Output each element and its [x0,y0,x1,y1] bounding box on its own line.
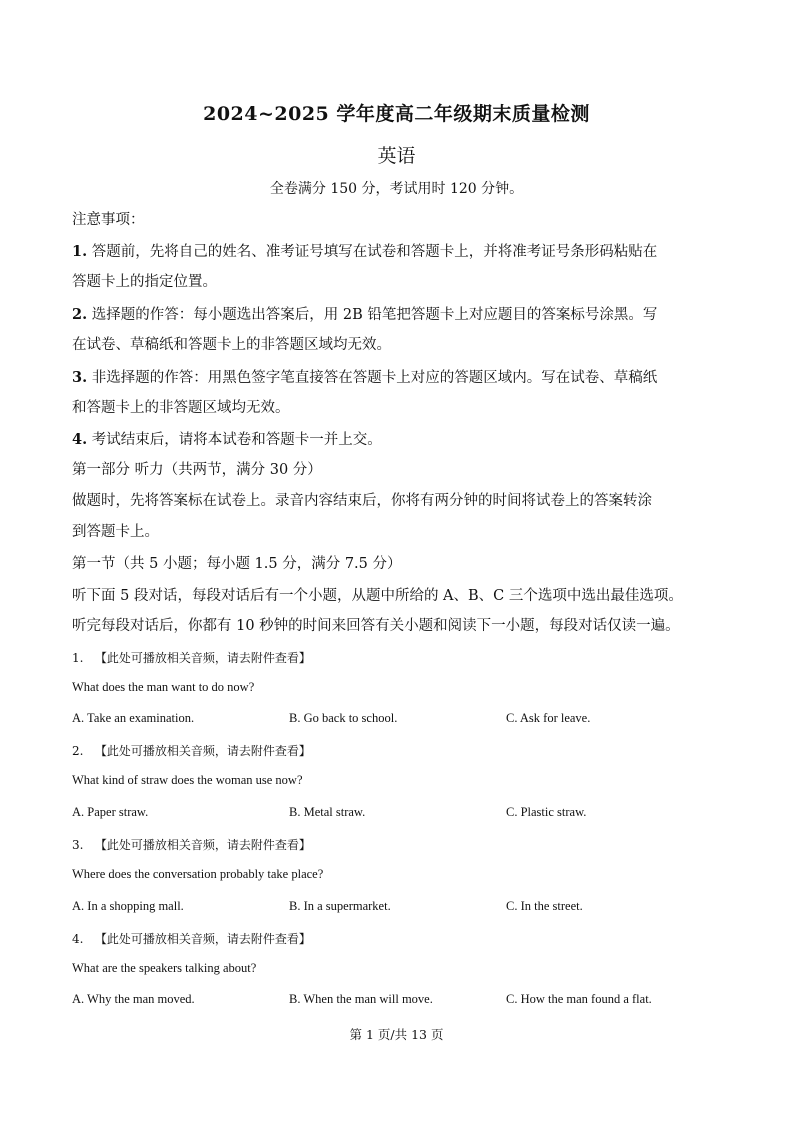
question-4-option-c: C. How the man found a flat. [506,992,652,1006]
notice-item-4 [72,428,382,449]
notice-item-number: 3. [72,369,88,386]
question-4-audio-note [72,930,311,947]
notice-item-text: 答题前，先将自己的姓名、准考证号填写在试卷和答题卡上，并将准考证号条形码粘贴在 [87,244,658,260]
notice-item-text: 选择题的作答：每小题选出答案后，用 2B 铅笔把答题卡上对应题目的答案标号涂黑。写 [87,307,658,323]
question-3-option-b: B. In a supermarket. [289,899,391,913]
notice-item-2-cont: 在试卷、草稿纸和答题卡上的非答题区域均无效。 [72,337,391,353]
question-2-option-a: A. Paper straw. [72,805,149,819]
exam-subject: 英语 [377,145,416,167]
question-1-text: What does the man want to do now? [72,680,255,694]
exam-title: 2024~2025 学年度高二年级期末质量检测 [203,103,590,125]
page-number: 第 1 页/共 13 页 [349,1027,444,1042]
question-3-option-c: C. In the street. [506,899,583,913]
notice-item-3 [72,366,657,387]
question-4-option-b: B. When the man will move. [289,992,433,1006]
part1-intro-line1: 做题时，先将答案标在试卷上。录音内容结束后，你将有两分钟的时间将试卷上的答案转涂 [72,493,652,509]
part1-heading: 第一部分 听力（共两节，满分 30 分） [72,462,322,478]
notice-item-text: 非选择题的作答：用黑色签字笔直接答在答题卡上对应的答题区域内。写在试卷、草稿纸 [87,370,658,386]
question-number: 3. [72,838,84,852]
notice-item-3-cont: 和答题卡上的非答题区域均无效。 [72,400,290,416]
question-1-audio-note [72,649,311,666]
notice-item-1 [72,240,657,261]
question-1-option-b: B. Go back to school. [289,711,398,725]
audio-placeholder: 【此处可播放相关音频，请去附件查看】 [94,744,311,758]
audio-placeholder: 【此处可播放相关音频，请去附件查看】 [94,838,311,852]
notice-heading: 注意事项： [72,212,145,228]
notice-item-text: 考试结束后，请将本试卷和答题卡一并上交。 [87,432,382,448]
notice-item-number: 1. [72,243,88,260]
section1-instructions-line2: 听完每段对话后，你都有 10 秒钟的时间来回答有关小题和阅读下一小题，每段对话仅读一遍。 [72,618,680,634]
question-number: 4. [72,932,84,946]
question-3-option-a: A. In a shopping mall. [72,899,184,913]
notice-item-2 [72,303,657,324]
section1-instructions-line1: 听下面 5 段对话，每段对话后有一个小题，从题中所给的 A、B、C 三个选项中选出最佳选项。 [72,588,683,604]
notice-item-number: 2. [72,306,88,323]
question-4-option-a: A. Why the man moved. [72,992,195,1006]
question-2-audio-note [72,742,311,759]
question-2-text: What kind of straw does the woman use now? [72,773,303,787]
question-1-option-c: C. Ask for leave. [506,711,591,725]
question-number: 1. [72,651,84,665]
question-3-audio-note [72,836,311,853]
question-2-option-c: C. Plastic straw. [506,805,587,819]
audio-placeholder: 【此处可播放相关音频，请去附件查看】 [94,651,311,665]
score-info: 全卷满分 150 分，考试用时 120 分钟。 [269,181,524,197]
question-number: 2. [72,744,84,758]
part1-intro-line2: 到答题卡上。 [72,524,159,540]
notice-item-1-cont: 答题卡上的指定位置。 [72,274,217,290]
audio-placeholder: 【此处可播放相关音频，请去附件查看】 [94,932,311,946]
notice-item-number: 4. [72,431,88,448]
section1-heading: 第一节（共 5 小题；每小题 1.5 分，满分 7.5 分） [72,556,402,572]
question-1-option-a: A. Take an examination. [72,711,195,725]
question-3-text: Where does the conversation probably take place? [72,867,324,881]
question-4-text: What are the speakers talking about? [72,961,257,975]
question-2-option-b: B. Metal straw. [289,805,366,819]
